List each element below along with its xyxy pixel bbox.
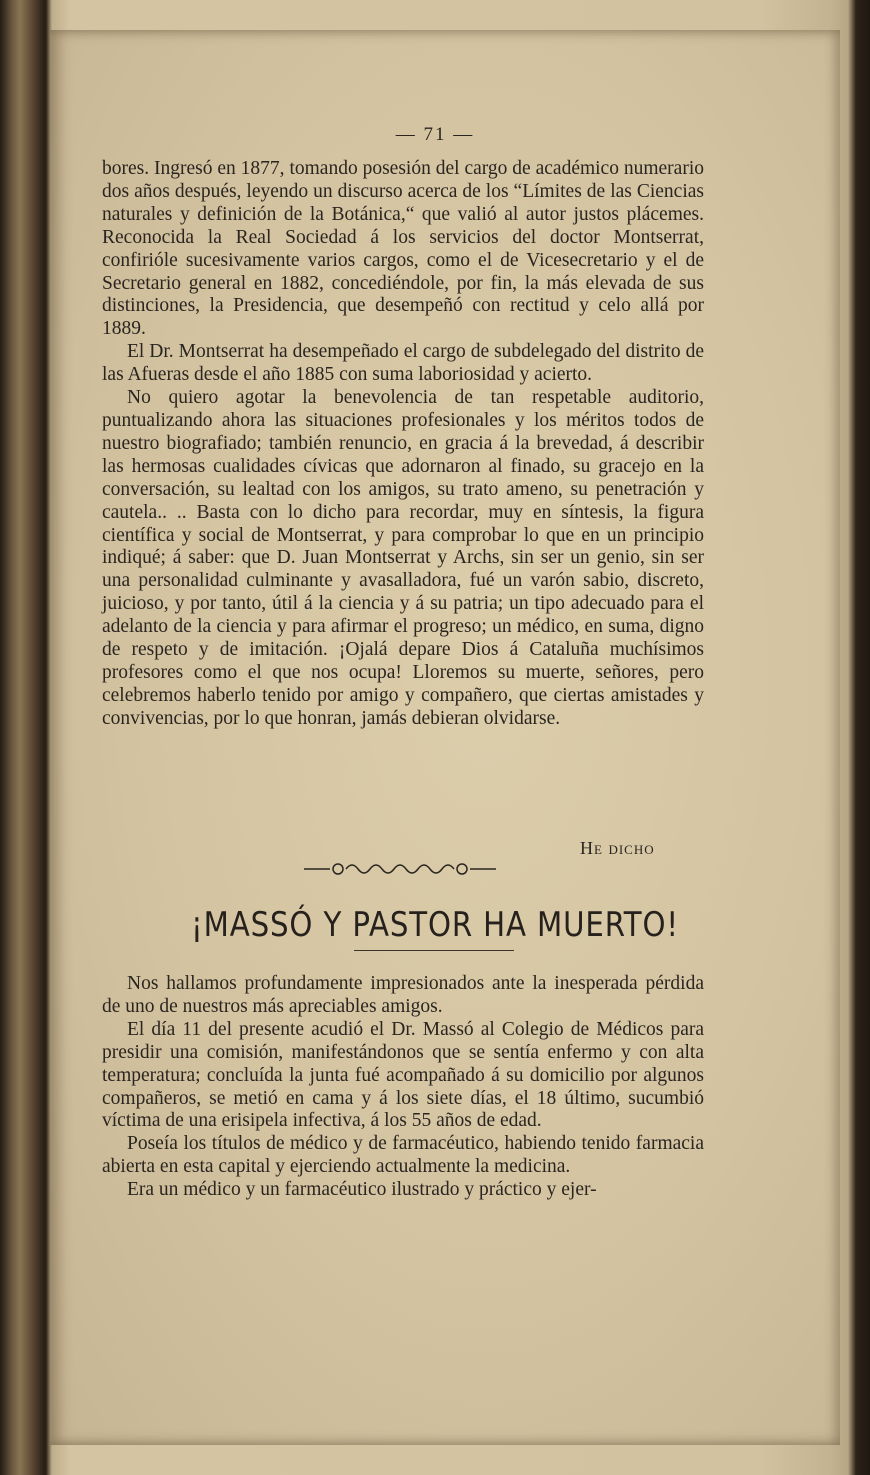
paragraph: El Dr. Montserrat ha desempeñado el cargo de subdelegado del distrito de las Afueras desde el año 1885 con suma laboriosidad y acierto.	[102, 341, 704, 386]
paragraph: bores. Ingresó en 1877, tomando posesión del cargo de académico numerario dos años después, leyendo un discurso acerca de los “Límites de las Ciencias naturales y definición de la Botánica,“ que valió al autor justos plácemes. Reconocida la Real Sociedad á los servicios del doctor Montserrat, confirióle sucesivamente varios cargos, como el de Vicesecretario y el de Secretario general en 1882, concediéndole, por fin, la más elevada de sus distinciones, la Presidencia, que desempeñó con rectitud y celo allá por 1889.	[102, 158, 704, 340]
paragraph: Poseía los títulos de médico y de farmacéutico, habiendo tenido farmacia abierta en esta capital y ejerciendo actualmente la medicina.	[102, 1133, 704, 1178]
signature	[580, 838, 655, 859]
paragraph: No quiero agotar la benevolencia de tan respetable auditorio, puntualizando ahora las situaciones profesionales y los méritos todos de nuestro biografiado; también renuncio, en gracia á la brevedad, á describir las hermosas cualidades cívicas que adornaron al finado, su gracejo en la conversación, su lealtad con los amigos, su trato ameno, su penetración y cautela.. .. Basta con lo dicho para recordar, muy en síntesis, la figura científica y social de Montserrat, y para comprobar lo que en un principio indiqué; á saber: que D. Juan Montserrat y Archs, sin ser un genio, sin ser una personalidad culminante y avasalladora, fué un varón sabio, discreto, juicioso, y por tanto, útil á la ciencia y á su patria; un tipo adecuado para el adelanto de la ciencia y para afirmar el progreso; un médico, en suma, digno de respeto y de imitación. ¡Ojalá depare Dios á Cataluña muchísimos profesores como el que nos ocupa! Lloremos su muerte, señores, pero celebremos haberlo tenido por amigo y compañero, que ciertas amistades y convivencias, por lo que honran, jamás debieran olvidarse.	[102, 387, 704, 729]
book-spine-edge	[0, 0, 46, 1475]
paragraph: Nos hallamos profundamente impresionados ante la inesperada pérdida de uno de nuestros más apreciables amigos.	[102, 973, 704, 1017]
section-1-body	[102, 158, 704, 731]
signature-text: He dicho	[580, 838, 655, 858]
paragraph: El día 11 del presente acudió el Dr. Massó al Colegio de Médicos para presidir una comisión, manifestándonos que se sentía enfermo y con alta temperatura; concluída la junta fué acompañado á su domicilio por algunos compañeros, se metió en cama y á los siete días, el 18 último, sucumbió víctima de una erisipela infectiva, á los 55 años de edad.	[102, 1018, 704, 1132]
paragraph: Era un médico y un farmacéutico ilustrado y práctico y ejer-	[127, 1179, 597, 1201]
section-2-body	[102, 973, 704, 1202]
heading-underline	[354, 950, 514, 951]
page-number: — 71 —	[395, 124, 475, 145]
ornament-divider	[300, 858, 500, 880]
article-heading: ¡MASSÓ Y PASTOR HA MUERTO!	[191, 905, 679, 945]
